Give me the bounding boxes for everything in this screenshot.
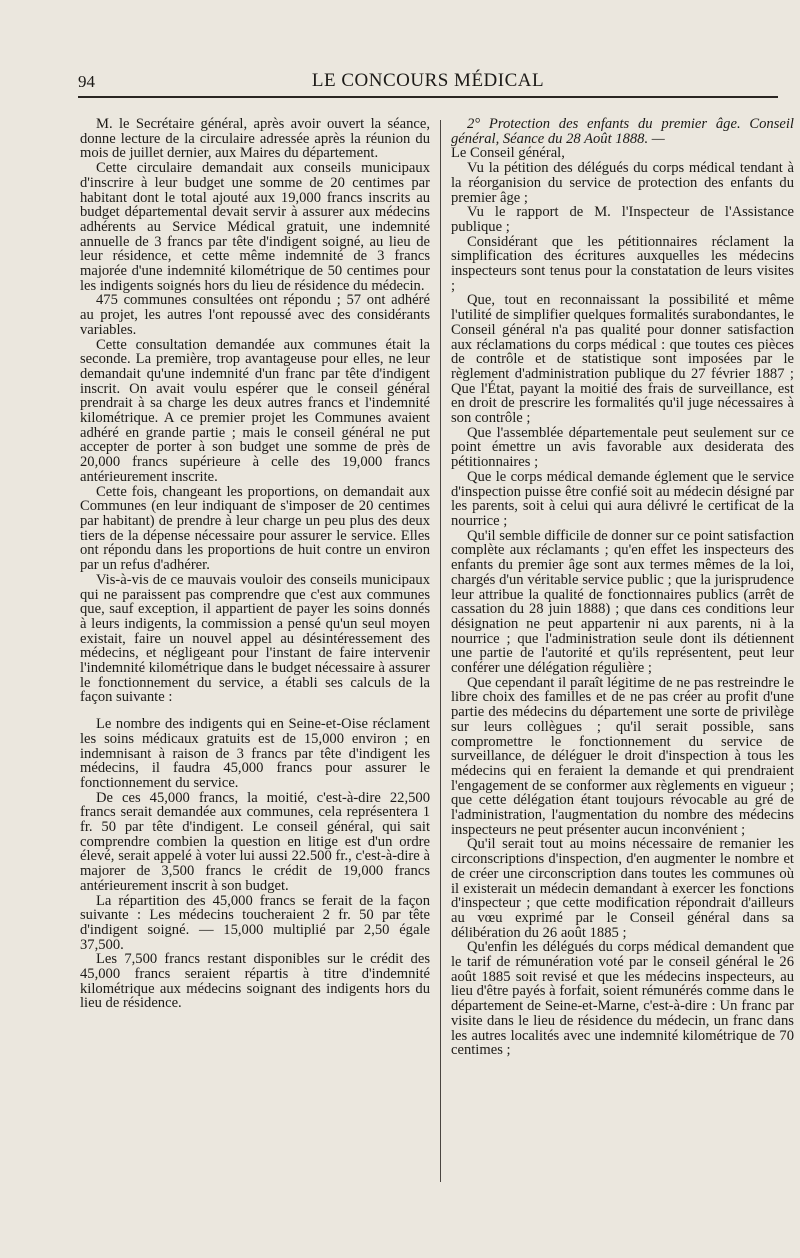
page-number: 94 bbox=[78, 72, 95, 91]
paragraph: Vu le rapport de M. l'Inspecteur de l'Assistance publique ; bbox=[451, 204, 794, 235]
paragraph: M. le Secrétaire général, après avoir ouvert la séance, donne lecture de la circulaire adressée après la réunion du mois de juillet dernier, aux Maires du département. bbox=[80, 116, 430, 162]
section-heading: 2° Protection des enfants du premier âge. Conseil général, Séance du 28 Août 1888. — bbox=[451, 116, 794, 147]
paragraph: De ces 45,000 francs, la moitié, c'est-à-dire 22,500 francs serait demandée aux communes, cela représentera 1 fr. 50 par tête d'indigent. Le conseil général, qui sait comprendre combien la question en litige est d'un ordre élevé, serait appelé à voter lui aussi 22.500 fr., c'est-à-dire à majorer de 3,500 francs le crédit de 19,000 francs antérieurement inscrit à son budget. bbox=[80, 789, 430, 894]
paragraph: Que le corps médical demande églement que le service d'inspection puisse être confié soit au médecin désigné par les parents, soit à celui qui aura délivré le certificat de la nourrice ; bbox=[451, 468, 794, 529]
paragraph: Cette consultation demandée aux communes était la seconde. La première, trop avantageuse pour elles, ne leur demandait qu'une indemnité d'un franc par tête d'indigent inscrit. On avait voulu espérer que le conseil général prendrait à sa charge les deux autres francs et l'indemnité kilométrique. A ce premier projet les Communes avaient adhéré en grande partie ; mais le conseil général ne put accepter de porter à son budget une somme de près de 20,000 francs supérieure à celle des 19,000 francs antérieurement inscrite. bbox=[80, 336, 430, 485]
page-header bbox=[78, 68, 778, 98]
paragraph: Cette circulaire demandait aux conseils municipaux d'inscrire à leur budget une somme de 20 centimes par habitant dont le total ajouté aux 19,000 francs inscrits au budget départemental devait servir à assurer aux médecins adhérents au Service Médical gratuit, une indemnité annuelle de 3 francs par tête d'indigent soigné, au lieu de leur résidence, et cette même indemnité de 3 francs majorée d'une indemnité kilométrique de 50 centimes pour les indigents soignés hors du lieu de résidence du médecin. bbox=[80, 160, 430, 294]
paragraph: Le Conseil général, bbox=[451, 145, 565, 162]
paragraph: 475 communes consultées ont répondu ; 57 ont adhéré au projet, les autres l'ont repoussé avec des considérants variables. bbox=[80, 292, 430, 338]
paragraph: Le nombre des indigents qui en Seine-et-Oise réclament les soins médicaux gratuits est de 15,000 environ ; en indemnisant à raison de 3 francs par tête d'indigent les médecins, il faudra 45,000 francs pour assurer le fonctionnement du service. bbox=[80, 716, 430, 791]
paragraph: La répartition des 45,000 francs se ferait de la façon suivante : Les médecins toucheraient 2 fr. 50 par tête d'indigent soigné. — 15,000 multiplié par 2,50 égale 37,500. bbox=[80, 892, 430, 953]
paragraph: Que l'assemblée départementale peut seulement sur ce point émettre un avis favorable aux desiderata des pétitionnaires ; bbox=[451, 424, 794, 471]
paragraph: Que, tout en reconnaissant la possibilité et même l'utilité de simplifier quelques formalités surabondantes, le Conseil général n'a pas qualité pour donner satisfaction aux réclamations du corps médical : que toutes ces pièces de contrôle et de statistique sont imposées par le règlement d'administration publique du 27 février 1887 ; Que l'État, payant la moitié des frais de surveillance, est en droit de prescrire les formalités qu'il juge nécessaires à son contrôle ; bbox=[451, 292, 794, 427]
left-column bbox=[80, 117, 430, 1011]
paragraph: Qu'il serait tout au moins nécessaire de remanier les circonscriptions d'inspection, d'en augmenter le nombre et de créer une circonscription dans toutes les communes où il existerait un médecin demandant à exercer les fonctions d'inspecteur ; que cette modification répondrait d'ailleurs au vœu exprimé par le Conseil général dans sa délibération du 26 août 1885 ; bbox=[451, 836, 794, 941]
paragraph: Que cependant il paraît légitime de ne pas restreindre le libre choix des familles et de ne pas créer au profit d'une partie des médecins du département une sorte de privilège sur leurs collègues ; qu'il serait possible, sans compromettre le fonctionnement du service de surveillance, de déléguer le droit d'inspection à tous les médecins qui en feraient la demande et qui prendraient l'engagement de se conformer aux règlements en vigueur ; que cette délégation étant toujours révocable au gré de l'administration, l'augmentation du nombre des médecins inspecteurs ne peut présenter aucun inconvénient ; bbox=[451, 674, 794, 838]
paragraph: Qu'enfin les délégués du corps médical demandent que le tarif de rémunération voté par le conseil général le 26 août 1885 soit revisé et que les médecins inspecteurs, au lieu d'être payés à forfait, soient rémunérés comme dans le département de Seine-et-Marne, c'est-à-dire : Un franc par visite dans le lieu de résidence du médecin, un franc dans les autres localités avec une indemnité kilométrique de 70 centimes ; bbox=[451, 939, 794, 1059]
paragraph: Qu'il semble difficile de donner sur ce point satisfaction complète aux réclamants ; qu'en effet les inspecteurs des enfants du premier âge sont aux termes mêmes de la loi, chargés d'un véritable service public ; que la jurisprudence leur attribue la qualité de fonctionnaires publics (arrêt de cassation du 28 juin 1888) ; que dans ces conditions leur désignation ne peut appartenir ni aux parents, ni à la nourrice ; que l'administration seule dont ils détiennent une partie de l'autorité et qu'ils représentent, peut leur conférer une délégation régulière ; bbox=[451, 527, 794, 677]
paragraph: Vu la pétition des délégués du corps médical tendant à la réorganision du service de protection des enfants du premier âge ; bbox=[451, 160, 794, 206]
paragraph: Considérant que les pétitionnaires réclament la simplification des écritures auxquelles les médecins inspecteurs sont tenus pour la constatation de leurs visites ; bbox=[451, 233, 794, 294]
column-divider bbox=[440, 120, 441, 1182]
paragraph: Vis-à-vis de ce mauvais vouloir des conseils municipaux qui ne paraissent pas comprendre que c'est aux communes que, sauf exception, il appartient de payer les soins donnés à leurs indigents, la commission a pensé qu'un seul moyen existait, faire un nouvel appel au désintéressement des médecins, et négligeant pour l'instant de faire intervenir l'indemnité kilométrique dans le budget nécessaire à assurer le fonctionnement du service, a établi ses calculs de la façon suivante : bbox=[80, 571, 430, 706]
header-rule bbox=[78, 96, 778, 98]
right-column bbox=[451, 117, 794, 1058]
running-head: LE CONCOURS MÉDICAL bbox=[311, 70, 545, 91]
paragraph: Les 7,500 francs restant disponibles sur le crédit des 45,000 francs seraient répartis à titre d'indemnité kilométrique aux médecins soignant des indigents hors du lieu de résidence. bbox=[80, 951, 430, 1012]
paragraph: Cette fois, changeant les proportions, on demandait aux Communes (en leur indiquant de s'imposer de 20 centimes par habitant) de prendre à leur charge un peu plus des deux tiers de la dépense nécessaire pour assurer le service. Elles ont répondu dans les proportions de huit contre un environ par un refus d'adhérer. bbox=[80, 483, 430, 574]
